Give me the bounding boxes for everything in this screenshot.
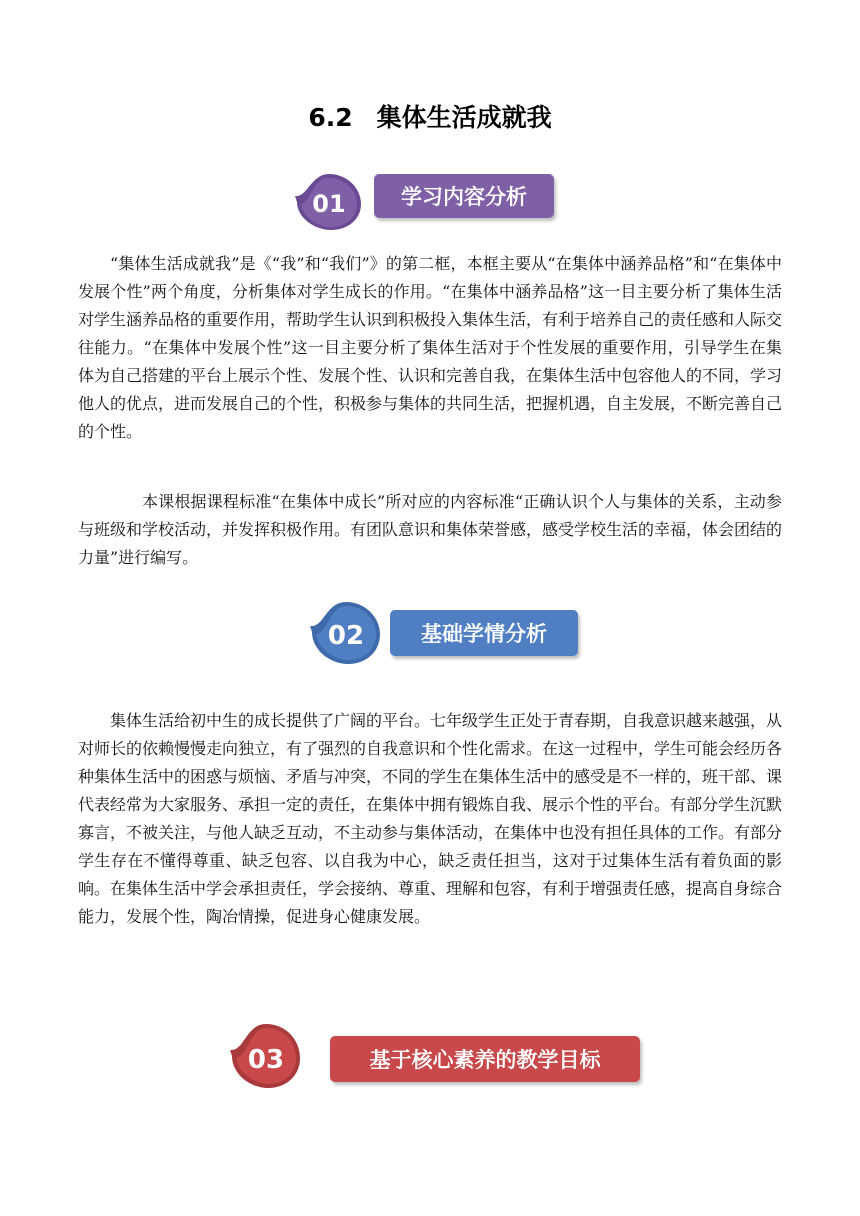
- section-number-drop-icon: [293, 172, 365, 232]
- section-number-drop-icon: [308, 600, 384, 666]
- page-title: [0, 98, 860, 134]
- section-number: 01: [312, 190, 346, 218]
- section-header-content-analysis: [293, 170, 557, 234]
- section-label: 学习内容分析: [374, 174, 554, 218]
- section-header-core-literacy-goals: [228, 1022, 648, 1092]
- section-label: 基础学情分析: [390, 610, 578, 656]
- title-number: 6.2: [308, 103, 353, 132]
- section-number-drop-icon: [228, 1022, 304, 1090]
- section-number: 03: [247, 1045, 285, 1075]
- title-text: 集体生活成就我: [376, 103, 552, 132]
- section-label: 基于核心素养的教学目标: [330, 1036, 640, 1082]
- student-analysis-paragraph-1: 集体生活给初中生的成长提供了广阔的平台。七年级学生正处于青春期，自我意识越来越强，从对师长的依赖慢慢走向独立，有了强烈的自我意识和个性化需求。在这一过程中，学生可能会经历各种集体生活中的困惑与烦恼、矛盾与冲突，不同的学生在集体生活中的感受是不一样的，班干部、课代表经常为大家服务、承担一定的责任，在集体中拥有锻炼自我、展示个性的平台。有部分学生沉默寡言，不被关注，与他人缺乏互动，不主动参与集体活动，在集体中也没有担任具体的工作。有部分学生存在不懂得尊重、缺乏包容、以自我为中心，缺乏责任担当，这对于过集体生活有着负面的影响。在集体生活中学会承担责任，学会接纳、尊重、理解和包容，有利于增强责任感，提高自身综合能力，发展个性，陶冶情操，促进身心健康发展。: [78, 711, 783, 926]
- content-analysis-paragraph-1: “集体生活成就我”是《“我”和“我们”》的第二框，本框主要从“在集体中涵养品格”和“在集体中发展个性”两个角度，分析集体对学生成长的作用。“在集体中涵养品格”这一目主要分析了集体生活对学生涵养品格的重要作用，帮助学生认识到积极投入集体生活，有利于培养自己的责任感和人际交往能力。“在集体中发展个性”这一目主要分析了集体生活对于个性发展的重要作用，引导学生在集体为自己搭建的平台上展示个性、发展个性、认识和完善自我，在集体生活中包容他人的不同，学习他人的优点，进而发展自己的个性，积极参与集体的共同生活，把握机遇，自主发展，不断完善自己的个性。: [78, 254, 783, 441]
- content-analysis-paragraph-2: 本课根据课程标准“在集体中成长”所对应的内容标准“正确认识个人与集体的关系，主动参与班级和学校活动，并发挥积极作用。有团队意识和集体荣誉感，感受学校生活的幸福，体会团结的力量”进行编写。: [78, 492, 783, 567]
- section-header-student-analysis: [308, 600, 584, 670]
- section-number: 02: [327, 621, 365, 651]
